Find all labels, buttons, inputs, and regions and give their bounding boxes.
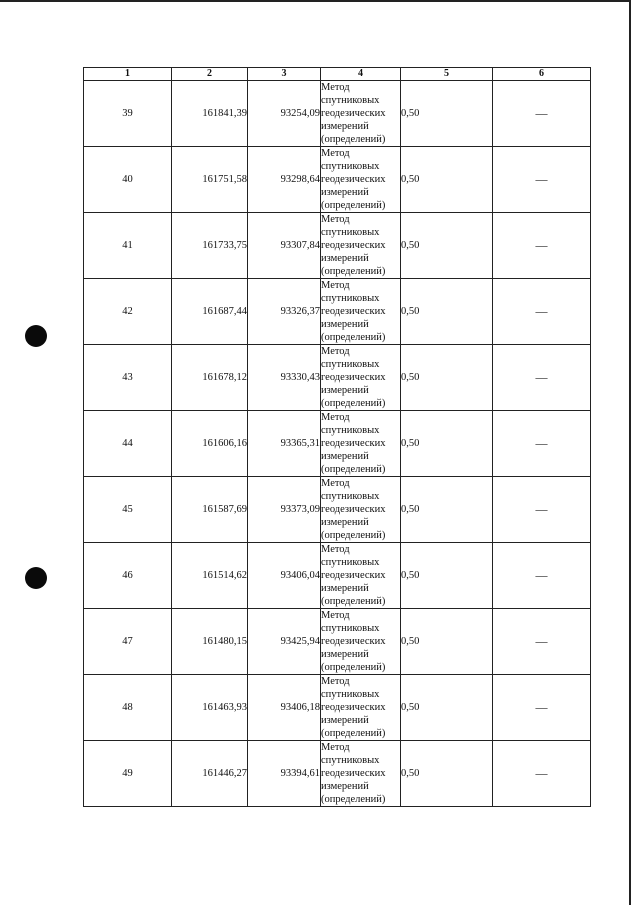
- x-coordinate-cell: 161733,75: [172, 213, 248, 279]
- accuracy-cell: 0,50: [401, 81, 493, 147]
- note-cell: —: [493, 147, 591, 213]
- y-coordinate-cell: 93307,84: [248, 213, 321, 279]
- point-number-cell: 47: [84, 609, 172, 675]
- table-row: [84, 279, 591, 345]
- method-cell: Метод спутниковых геодезических измерений (определений): [321, 675, 401, 741]
- y-coordinate-cell: 93425,94: [248, 609, 321, 675]
- table-row: [84, 477, 591, 543]
- y-coordinate-cell: 93326,37: [248, 279, 321, 345]
- column-header-4: 4: [321, 68, 401, 81]
- method-cell: Метод спутниковых геодезических измерений (определений): [321, 147, 401, 213]
- accuracy-cell: 0,50: [401, 279, 493, 345]
- y-coordinate-cell: 93394,61: [248, 741, 321, 807]
- coordinates-table: [83, 67, 591, 807]
- method-cell: Метод спутниковых геодезических измерений (определений): [321, 279, 401, 345]
- point-number-cell: 42: [84, 279, 172, 345]
- column-header-2: 2: [172, 68, 248, 81]
- method-cell: Метод спутниковых геодезических измерений (определений): [321, 741, 401, 807]
- point-number-cell: 39: [84, 81, 172, 147]
- table-header-row: [84, 68, 591, 81]
- method-cell: Метод спутниковых геодезических измерений (определений): [321, 543, 401, 609]
- x-coordinate-cell: 161514,62: [172, 543, 248, 609]
- x-coordinate-cell: 161678,12: [172, 345, 248, 411]
- y-coordinate-cell: 93254,09: [248, 81, 321, 147]
- note-cell: —: [493, 345, 591, 411]
- method-cell: Метод спутниковых геодезических измерений (определений): [321, 345, 401, 411]
- accuracy-cell: 0,50: [401, 345, 493, 411]
- table-row: [84, 147, 591, 213]
- method-cell: Метод спутниковых геодезических измерений (определений): [321, 609, 401, 675]
- method-cell: Метод спутниковых геодезических измерений (определений): [321, 213, 401, 279]
- punch-hole-top: [25, 325, 47, 347]
- note-cell: —: [493, 411, 591, 477]
- column-header-3: 3: [248, 68, 321, 81]
- table-row: [84, 543, 591, 609]
- accuracy-cell: 0,50: [401, 543, 493, 609]
- table-row: [84, 675, 591, 741]
- note-cell: —: [493, 543, 591, 609]
- accuracy-cell: 0,50: [401, 477, 493, 543]
- x-coordinate-cell: 161687,44: [172, 279, 248, 345]
- x-coordinate-cell: 161587,69: [172, 477, 248, 543]
- method-cell: Метод спутниковых геодезических измерений (определений): [321, 411, 401, 477]
- accuracy-cell: 0,50: [401, 213, 493, 279]
- table-row: [84, 81, 591, 147]
- accuracy-cell: 0,50: [401, 675, 493, 741]
- method-cell: Метод спутниковых геодезических измерений (определений): [321, 81, 401, 147]
- x-coordinate-cell: 161751,58: [172, 147, 248, 213]
- point-number-cell: 44: [84, 411, 172, 477]
- point-number-cell: 41: [84, 213, 172, 279]
- point-number-cell: 40: [84, 147, 172, 213]
- table-row: [84, 345, 591, 411]
- note-cell: —: [493, 675, 591, 741]
- point-number-cell: 49: [84, 741, 172, 807]
- y-coordinate-cell: 93365,31: [248, 411, 321, 477]
- note-cell: —: [493, 279, 591, 345]
- table-row: [84, 741, 591, 807]
- note-cell: —: [493, 81, 591, 147]
- x-coordinate-cell: 161606,16: [172, 411, 248, 477]
- point-number-cell: 43: [84, 345, 172, 411]
- accuracy-cell: 0,50: [401, 147, 493, 213]
- point-number-cell: 48: [84, 675, 172, 741]
- punch-hole-bottom: [25, 567, 47, 589]
- x-coordinate-cell: 161480,15: [172, 609, 248, 675]
- point-number-cell: 46: [84, 543, 172, 609]
- accuracy-cell: 0,50: [401, 609, 493, 675]
- y-coordinate-cell: 93406,18: [248, 675, 321, 741]
- x-coordinate-cell: 161463,93: [172, 675, 248, 741]
- method-cell: Метод спутниковых геодезических измерений (определений): [321, 477, 401, 543]
- note-cell: —: [493, 741, 591, 807]
- note-cell: —: [493, 213, 591, 279]
- y-coordinate-cell: 93330,43: [248, 345, 321, 411]
- point-number-cell: 45: [84, 477, 172, 543]
- y-coordinate-cell: 93406,04: [248, 543, 321, 609]
- accuracy-cell: 0,50: [401, 411, 493, 477]
- x-coordinate-cell: 161841,39: [172, 81, 248, 147]
- note-cell: —: [493, 477, 591, 543]
- page-edge-top: [0, 0, 631, 2]
- column-header-6: 6: [493, 68, 591, 81]
- note-cell: —: [493, 609, 591, 675]
- y-coordinate-cell: 93298,64: [248, 147, 321, 213]
- accuracy-cell: 0,50: [401, 741, 493, 807]
- y-coordinate-cell: 93373,09: [248, 477, 321, 543]
- x-coordinate-cell: 161446,27: [172, 741, 248, 807]
- column-header-1: 1: [84, 68, 172, 81]
- table-row: [84, 213, 591, 279]
- table-row: [84, 609, 591, 675]
- table-row: [84, 411, 591, 477]
- column-header-5: 5: [401, 68, 493, 81]
